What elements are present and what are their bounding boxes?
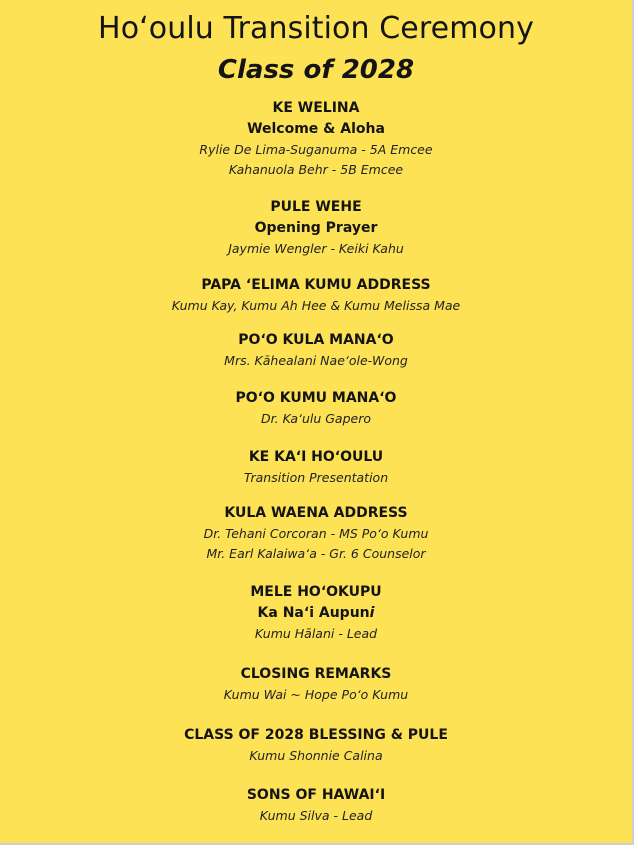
section-heading: SONS OF HAWAIʻI — [246, 787, 386, 803]
program-item-poo-kula-manao — [0, 330, 632, 371]
section-person: Kumu Hālani - Lead — [254, 626, 378, 641]
section-person: Kumu Shonnie Calina — [249, 748, 383, 763]
section-heading: KULA WAENA ADDRESS — [224, 505, 408, 521]
program-item-sons-of-hawaii — [0, 785, 632, 826]
section-heading: MELE HOʻOKUPU — [250, 584, 382, 600]
program-item-ke-kai-hooulu — [0, 447, 632, 488]
section-heading: PAPA ʻELIMA KUMU ADDRESS — [201, 277, 431, 293]
section-person: Jaymie Wengler - Keiki Kahu — [228, 241, 404, 256]
section-heading: PULE WEHE — [270, 199, 362, 215]
section-heading: POʻO KULA MANAʻO — [238, 332, 394, 348]
program-item-class-blessing — [0, 725, 632, 766]
program-item-closing-remarks — [0, 664, 632, 705]
program-item-mele-hookupu — [0, 582, 632, 644]
section-heading: KE WELINA — [272, 100, 360, 116]
section-person: Kumu Silva - Lead — [259, 808, 373, 823]
page-subtitle: Class of 2028 — [217, 55, 415, 85]
program-item-ke-welina — [0, 98, 632, 180]
section-subheading: Welcome & Aloha — [247, 121, 385, 137]
subheading-text: Ka Naʻi Aupun — [257, 605, 370, 621]
subheading-italic-text: i — [369, 605, 375, 621]
section-heading: POʻO KUMU MANAʻO — [235, 390, 397, 406]
section-person: Dr. Tehani Corcoran - MS Poʻo Kumu — [203, 526, 429, 541]
section-person: Kumu Kay, Kumu Ah Hee & Kumu Melissa Mae — [171, 298, 461, 313]
section-person: Kumu Wai ~ Hope Poʻo Kumu — [223, 687, 409, 702]
section-person: Transition Presentation — [243, 470, 389, 485]
section-person: Kahanuola Behr - 5B Emcee — [228, 162, 404, 177]
section-subheading — [0, 603, 632, 624]
program-item-poo-kumu-manao — [0, 388, 632, 429]
section-heading: KE KAʻI HOʻOULU — [248, 449, 384, 465]
program-item-papa-elima-kumu-address — [0, 275, 632, 316]
section-person: Dr. Kaʻulu Gapero — [261, 411, 371, 426]
section-person: Mrs. Kāhealani Naeʻole-Wong — [224, 353, 408, 368]
section-heading: CLOSING REMARKS — [240, 666, 392, 682]
section-person: Rylie De Lima-Suganuma - 5A Emcee — [199, 142, 433, 157]
program-item-pule-wehe — [0, 197, 632, 259]
page-title: Hoʻoulu Transition Ceremony — [98, 11, 534, 46]
section-heading: CLASS OF 2028 BLESSING & PULE — [184, 727, 448, 743]
section-person: Mr. Earl Kalaiwaʻa - Gr. 6 Counselor — [206, 546, 426, 561]
section-subheading: Opening Prayer — [254, 220, 378, 236]
program-item-kula-waena-address — [0, 503, 632, 564]
